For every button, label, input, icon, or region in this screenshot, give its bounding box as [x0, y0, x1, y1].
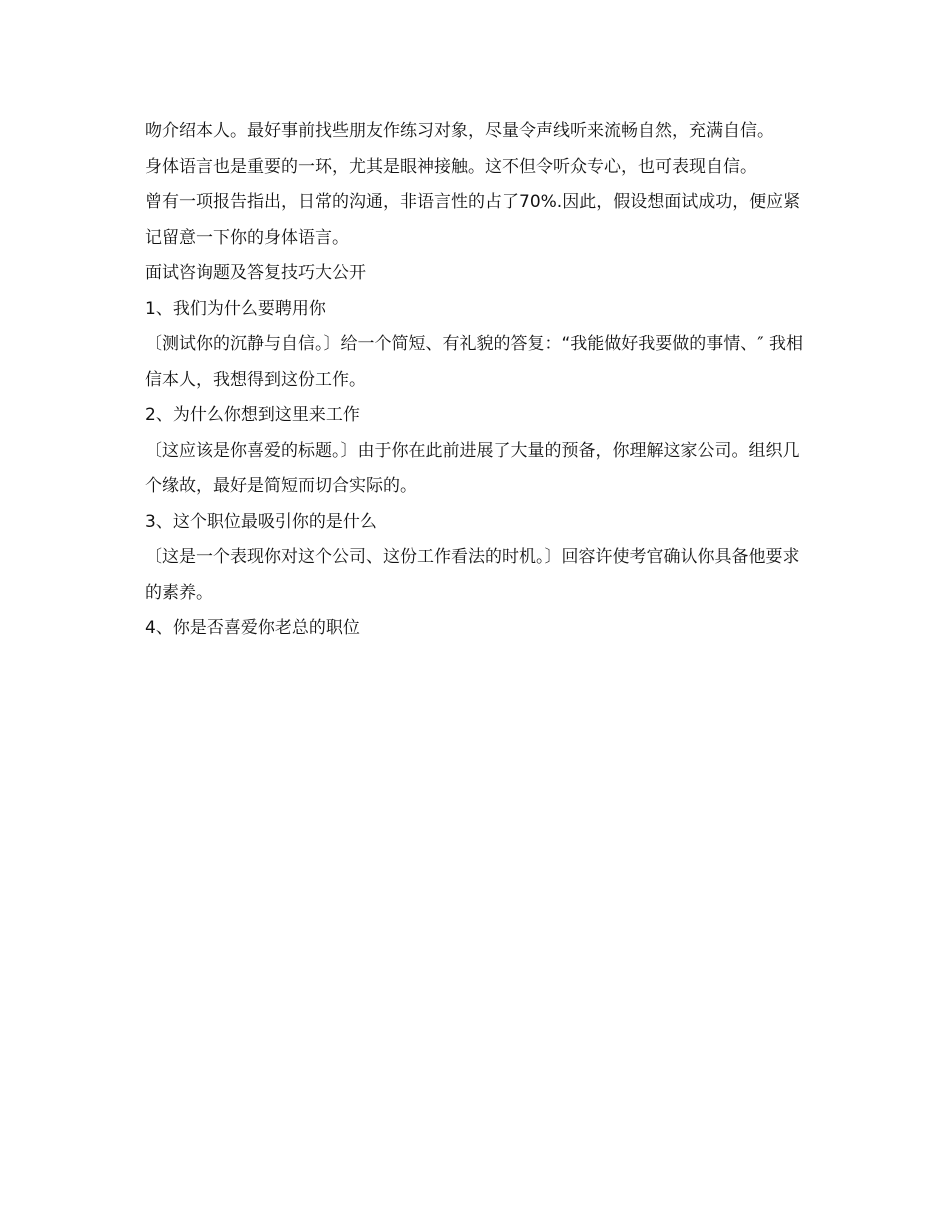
- document-body: [145, 114, 805, 647]
- question-4: 4、你是否喜爱你老总的职位: [145, 618, 360, 638]
- question-1: 1、我们为什么要聘用你: [145, 298, 326, 319]
- section-heading: 面试咨询题及答复技巧大公开: [145, 263, 366, 283]
- question-3: 3、这个职位最吸引你的是什么: [145, 511, 377, 532]
- answer-2: 〔这应该是你喜爱的标题。〕由于你在此前进展了大量的预备，你理解这家公司。组织几个缘故，最好是简短而切合实际的。: [145, 440, 800, 496]
- question-2: 2、为什么你想到这里来工作: [145, 405, 360, 425]
- paragraph-body-language: 身体语言也是重要的一环，尤其是眼神接触。这不但令听众专心，也可表现自信。: [145, 156, 757, 177]
- answer-1: 〔测试你的沉静与自信。〕给一个简短、有礼貌的答复：“我能做好我要做的事情、″ 我相信本人，我想得到这份工作。: [145, 334, 804, 390]
- answer-3: 〔这是一个表现你对这个公司、这份工作看法的时机。〕回容许使考官确认你具备他要求的素养。: [145, 547, 800, 603]
- paragraph-self-intro: 吻介绍本人。最好事前找些朋友作练习对象，尽量令声线听来流畅自然，充满自信。: [145, 121, 774, 141]
- paragraph-nonverbal-report: 曾有一项报告指出，日常的沟通，非语言性的占了70%.因此，假设想面试成功，便应紧记留意一下你的身体语言。: [145, 192, 801, 248]
